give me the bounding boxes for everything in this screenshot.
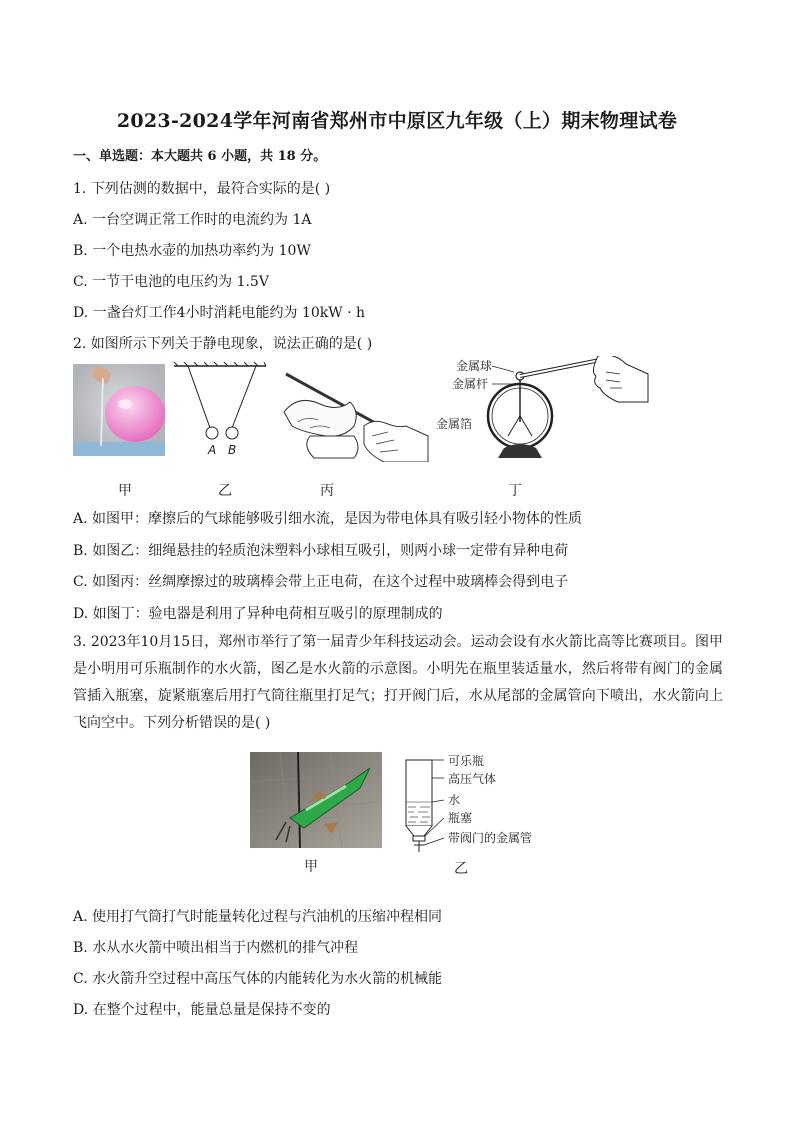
figure-jia-water-rocket-photo <box>250 752 382 848</box>
label-water: 水 <box>448 793 461 807</box>
ball-a-label: A <box>208 443 217 457</box>
label-metal-ball: 金属球 <box>456 359 493 373</box>
section-heading: 一、单选题：本大题共 6 小题，共 18 分。 <box>73 149 327 164</box>
label-metal-rod: 金属杆 <box>452 377 489 391</box>
label-bottle-stopper: 瓶塞 <box>448 811 473 825</box>
q1-option-b: B. 一个电热水壶的加热功率约为 10W <box>73 243 311 259</box>
paper-title: 2023-2024学年河南省郑州市中原区九年级（上）期末物理试卷 <box>116 110 678 132</box>
q3-caption-jia: 甲 <box>304 859 318 875</box>
q3-option-a: A. 使用打气筒打气时能量转化过程与汽油机的压缩冲程相同 <box>73 909 443 925</box>
q3-caption-yi: 乙 <box>454 861 468 877</box>
q1-option-a: A. 一台空调正常工作时的电流约为 1A <box>73 212 312 228</box>
q2-option-b: B. 如图乙：细绳悬挂的轻质泡沫塑料小球相互吸引，则两小球一定带有异种电荷 <box>73 543 569 559</box>
figure-jia-balloon <box>73 364 165 456</box>
label-high-pressure-gas: 高压气体 <box>448 772 497 786</box>
q2-caption-yi: 乙 <box>218 483 232 499</box>
q2-option-a: A. 如图甲：摩擦后的气球能够吸引细水流，是因为带电体具有吸引轻小物体的性质 <box>73 511 583 527</box>
q2-caption-ding: 丁 <box>508 483 522 499</box>
q1-option-c: C. 一节干电池的电压约为 1.5V <box>73 274 269 290</box>
q2-option-c: C. 如图丙：丝绸摩擦过的玻璃棒会带上正电荷，在这个过程中玻璃棒会得到电子 <box>73 574 569 590</box>
q3-stem: 3. 2023年10月15日，郑州市举行了第一届青少年科技运动会。运动会设有水火箭比高等比赛项目。图甲是小明用可乐瓶制作的水火箭，图乙是水火箭的示意图。小明先在瓶里装适量水，然后将带有阀门的金属管插入瓶塞，旋紧瓶塞后用打气筒往瓶里打足气；打开阀门后，水从尾部的金属管向下喷出，水火箭向上飞向空中。下列分析错误的是( ) <box>73 634 723 731</box>
q1-stem: 1. 下列估测的数据中，最符合实际的是( ) <box>73 181 331 197</box>
figure-yi-hanging-balls <box>170 362 270 458</box>
ball-b-label: B <box>228 443 237 457</box>
q1-option-d: D. 一盏台灯工作4小时消耗电能约为 10kW · h <box>73 305 366 321</box>
q2-stem: 2. 如图所示下列关于静电现象，说法正确的是( ) <box>73 336 373 352</box>
q2-caption-jia: 甲 <box>118 483 132 499</box>
figure-ding-electroscope <box>434 356 654 460</box>
label-cola-bottle: 可乐瓶 <box>448 754 485 768</box>
q2-caption-bing: 丙 <box>320 483 334 499</box>
q3-option-b: B. 水从水火箭中喷出相当于内燃机的排气冲程 <box>73 940 359 956</box>
label-valve-metal-tube: 带阀门的金属管 <box>448 831 533 845</box>
label-metal-foil: 金属箔 <box>436 417 473 431</box>
q3-option-d: D. 在整个过程中，能量总量是保持不变的 <box>73 1002 331 1018</box>
figure-yi-water-rocket-diagram <box>398 752 558 852</box>
q2-option-d: D. 如图丁：验电器是利用了异种电荷相互吸引的原理制成的 <box>73 606 443 622</box>
figure-bing-glass-rod <box>280 366 432 462</box>
q3-option-c: C. 水火箭升空过程中高压气体的内能转化为水火箭的机械能 <box>73 971 443 987</box>
